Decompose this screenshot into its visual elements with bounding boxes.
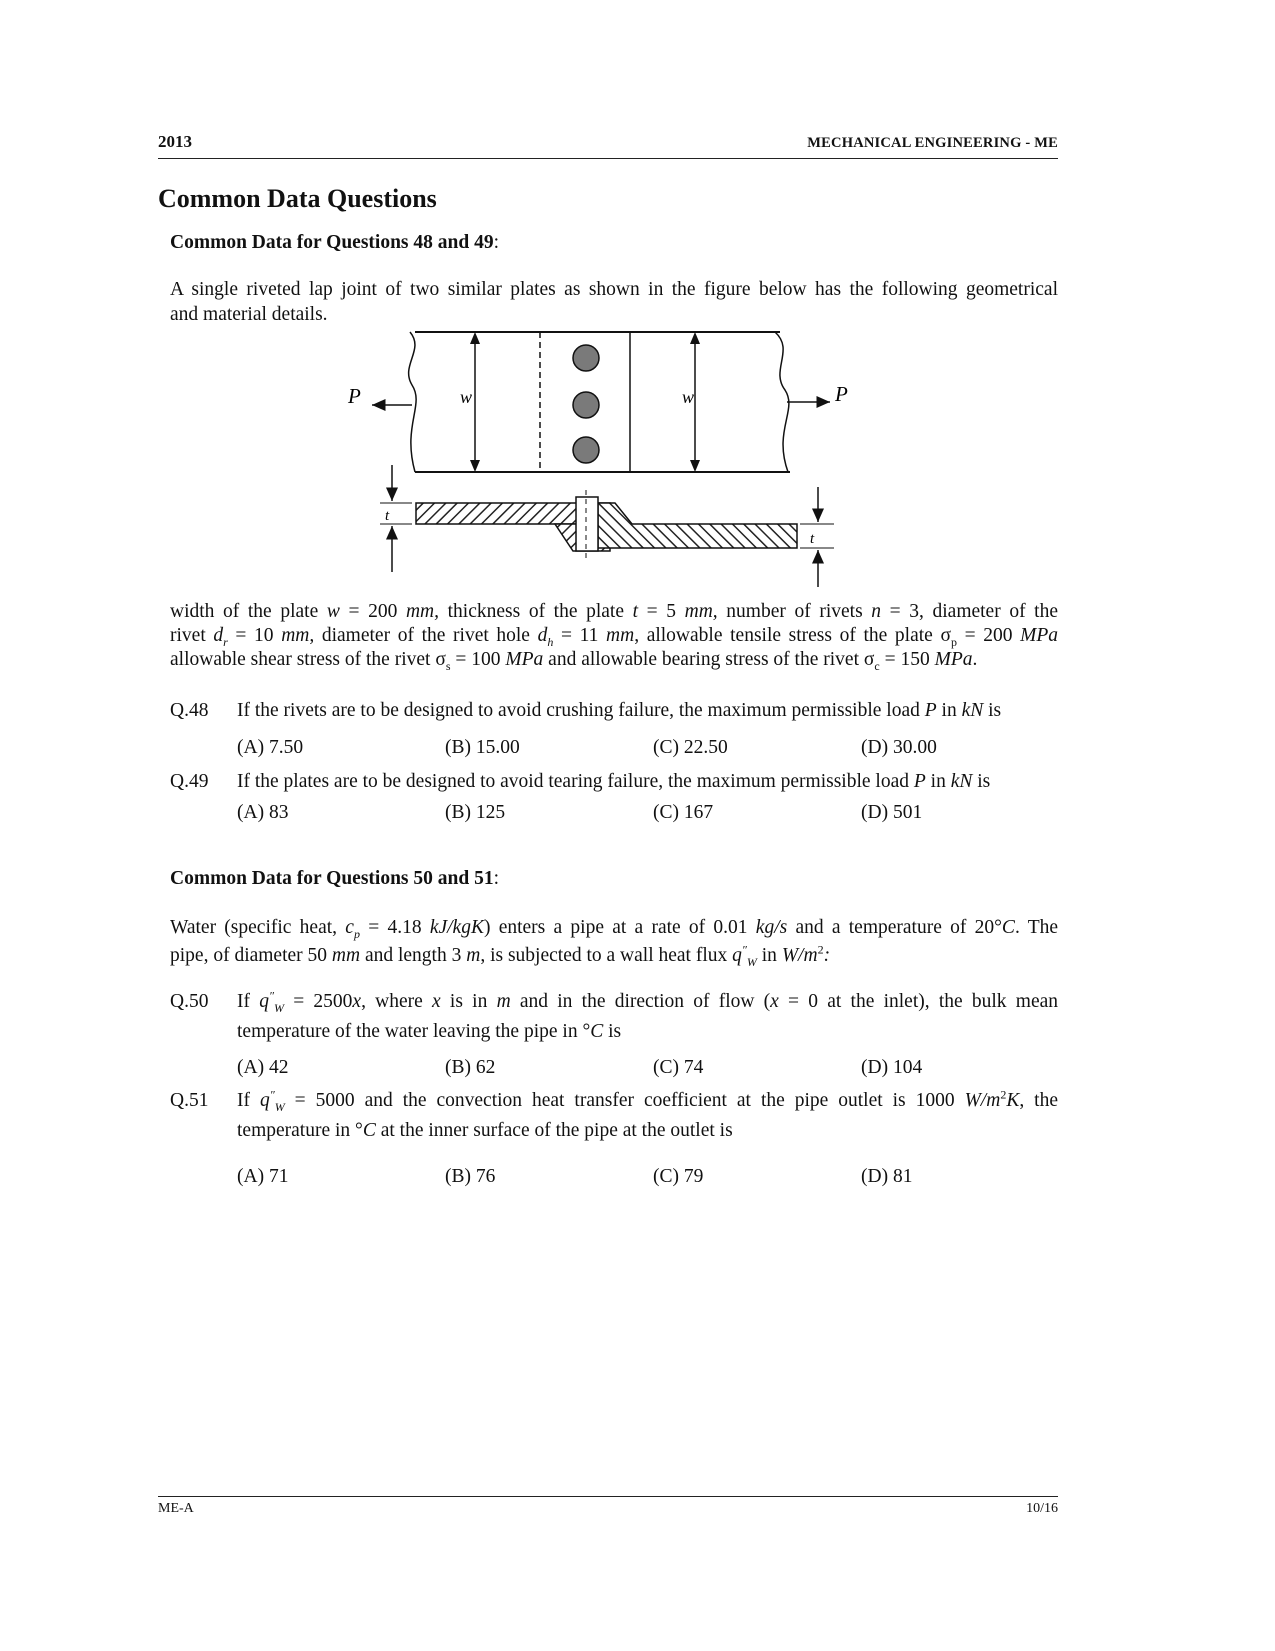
label-P-right: P [835,382,848,406]
footer-rule [158,1496,1058,1497]
details-paragraph-48-49: width of the plate w = 200 mm, thickness of the plate t = 5 mm, number of rivets n = 3, diameter of the rivet $d_r = 10$ mm, diameter of the rivet hole $d_h = 11$ mm, allowable tensile stress of the plate $\sigma_p = 200$ MPa allowable shear stress of the rivet $\sigma_s = 100$ MPa and allowable bearing stress of the rivet $\sigma_c = 150$ MPa. [170,601,1059,673]
intro-paragraph-48-49: A single riveted lap joint of two similar plates as shown in the figure below has the following geometrical and material details. [170,279,1058,325]
q48-option-b: (B) 15.00 [445,737,520,758]
q50-option-d: (D) 104 [861,1057,923,1078]
q51-option-b: (B) 76 [445,1166,496,1187]
label-w-right: w [682,387,695,407]
question-number-51: Q.51 [170,1090,209,1111]
intro-paragraph-50-51: Water (specific heat, $c_p = 4.18$ kJ/kgK) enters a pipe at a rate of 0.01 kg/s and a temperature of 20°C. The pipe, of diameter 50 mm and length 3 m, is subjected to a wall heat flux $q''_W$ in $W/m^2$: [170,917,1059,969]
label-P-left: P [348,384,361,408]
q49-option-d: (D) 501 [861,802,923,823]
q50-option-a: (A) 42 [237,1057,289,1078]
rivet-section [576,497,598,551]
question-text-48: If the rivets are to be designed to avoid crushing failure, the maximum permissible load P in kN is [237,700,1002,721]
rivet-2 [573,392,599,418]
question-number-49: Q.49 [170,771,209,792]
q49-option-b: (B) 125 [445,802,506,823]
header-rule [158,158,1058,159]
question-text-49: If the plates are to be designed to avoid tearing failure, the maximum permissible load P in kN is [237,771,991,792]
footer-paper-code: ME-A [158,1501,194,1516]
q51-option-c: (C) 79 [653,1166,704,1187]
q48-option-d: (D) 30.00 [861,737,937,758]
lap-joint-figure [340,325,860,595]
common-data-heading-48-49: Common Data for Questions 48 and 49: [170,232,499,253]
rivet-3 [573,437,599,463]
plate-section-view [380,465,834,587]
question-number-48: Q.48 [170,700,209,721]
header-year: 2013 [158,132,192,151]
heat-flux-symbol: $q''_W$ [732,942,757,969]
header-subject: MECHANICAL ENGINEERING - ME [807,135,1058,151]
q51-option-d: (D) 81 [861,1166,913,1187]
footer-page-number: 10/16 [1026,1501,1058,1516]
plate-plan-view [372,332,830,472]
common-data-heading-50-51: Common Data for Questions 50 and 51: [170,868,499,889]
q50-option-b: (B) 62 [445,1057,496,1078]
rivet-1 [573,345,599,371]
question-number-50: Q.50 [170,991,209,1012]
question-text-51: If $q''_W = 5000$ and the convection heat transfer coefficient at the pipe outlet is 1000 $W/m^2K$, the temperature in °C at the inner surface of the pipe at the outlet is [237,1087,1058,1141]
q49-option-c: (C) 167 [653,802,714,823]
section-title: Common Data Questions [158,184,437,213]
q48-option-a: (A) 7.50 [237,737,304,758]
label-t-left: t [385,508,390,524]
q51-option-a: (A) 71 [237,1166,289,1187]
q49-option-a: (A) 83 [237,802,289,823]
q50-option-c: (C) 74 [653,1057,704,1078]
label-w-left: w [460,387,473,407]
question-text-50: If $q''_W = 2500x$, where x is in m and in the direction of flow (x = 0 at the inlet), the bulk mean temperature of the water leaving the pipe in °C is [237,988,1059,1042]
label-t-right: t [810,531,815,547]
q48-option-c: (C) 22.50 [653,737,728,758]
